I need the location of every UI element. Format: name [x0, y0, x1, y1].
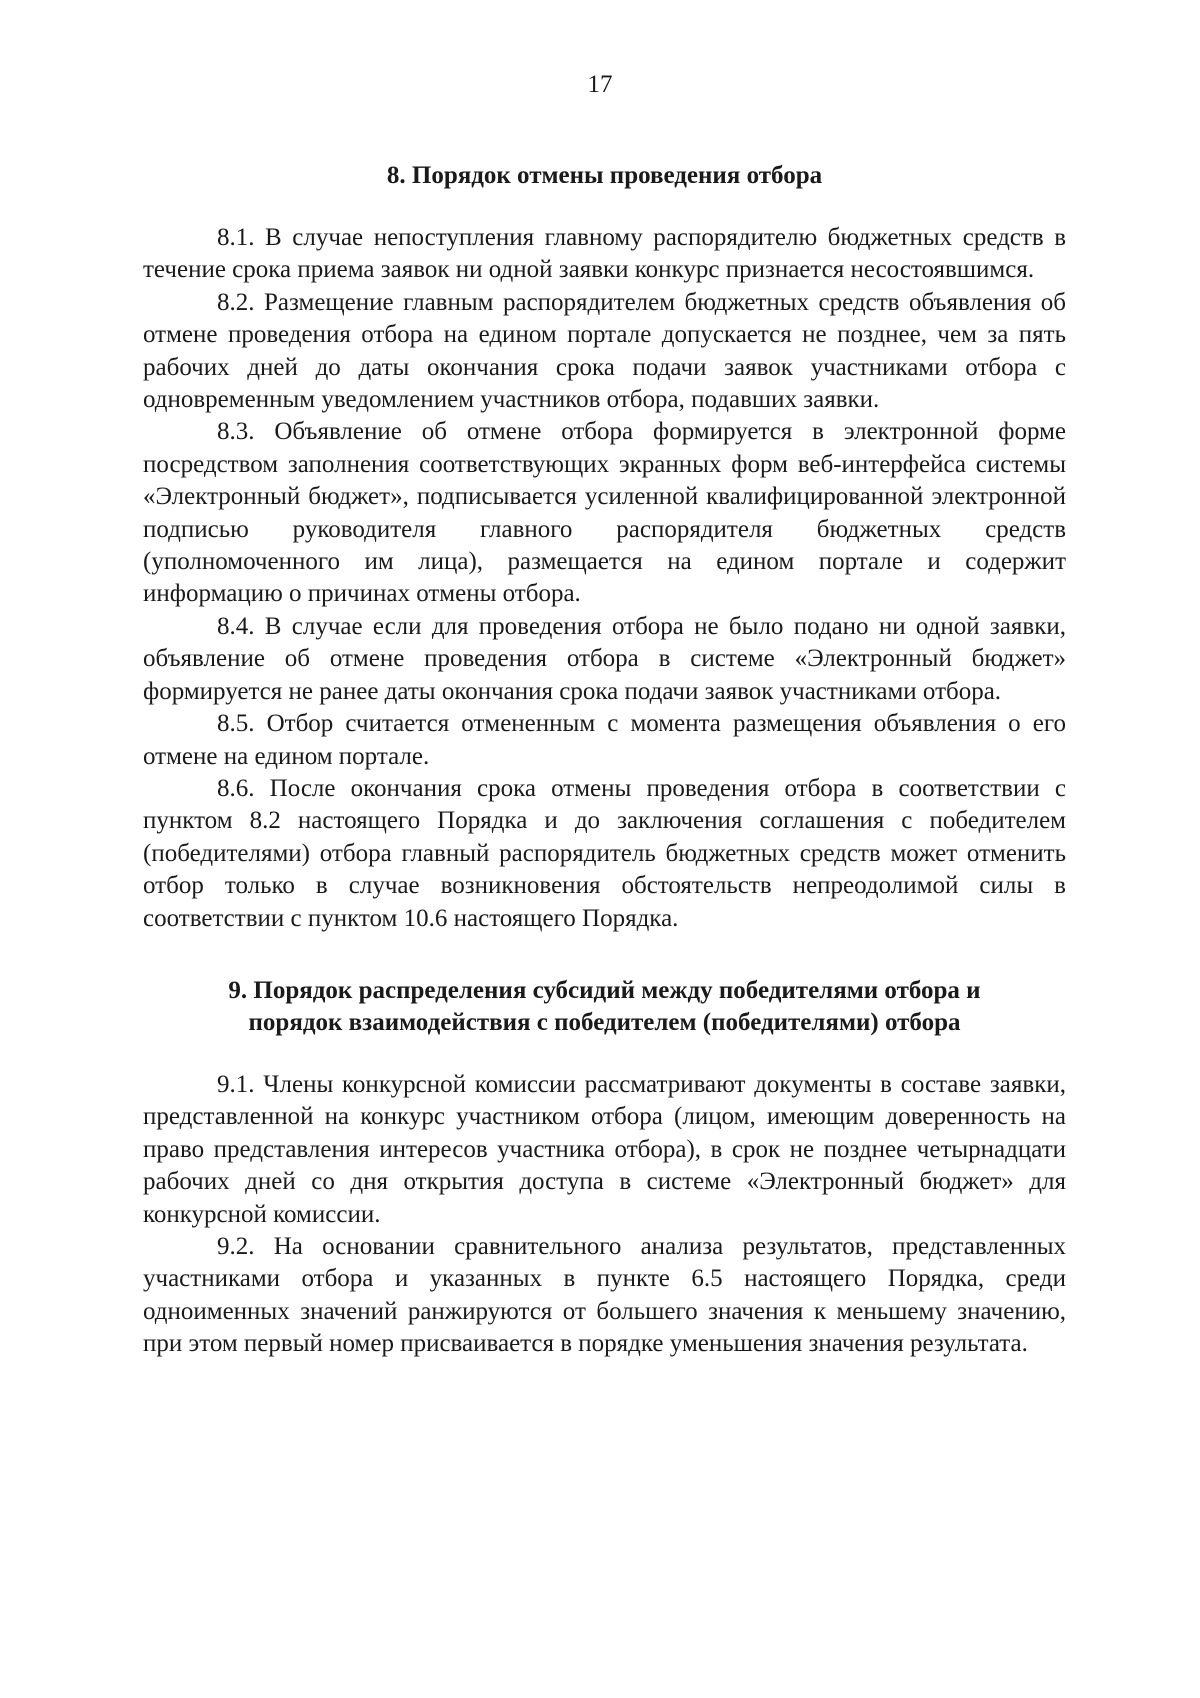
section-9-heading	[143, 975, 1066, 1039]
page-number: 17	[587, 71, 613, 98]
paragraph-8-2: 8.2. Размещение главным распорядителем бюджетных средств объявления об отмене проведения отбора на едином портале допускается не позднее, чем за пять рабочих дней до даты окончания срока подачи заявок участниками отбора с одновременным уведомлением участников отбора, подавших заявки.	[143, 288, 1066, 414]
paragraph-9-2: 9.2. На основании сравнительного анализа результатов, представленных участниками отбора и указанных в пункте 6.5 настоящего Порядка, среди одноименных значений ранжируются от большего значения к меньшему значению, при этом первый номер присваивается в порядке уменьшения значения результата.	[143, 1232, 1066, 1358]
paragraph-8-3: 8.3. Объявление об отмене отбора формируется в электронной форме посредством заполнения соответствующих экранных форм веб-интерфейса системы «Электронный бюджет», подписывается усиленной квалифицированной электронной подписью руководителя главного распорядителя бюджетных средств (уполномоченного им лица), размещается на едином портале и содержит информацию о причинах отмены отбора.	[143, 418, 1066, 608]
section-9-heading-line-2: порядок взаимодействия с победителем (победителями) отбора	[248, 1008, 961, 1036]
paragraph-8-6: 8.6. После окончания срока отмены проведения отбора в соответствии с пунктом 8.2 настоящего Порядка и до заключения соглашения с победителем (победителями) отбора главный распорядитель бюджетных средств может отменить отбор только в случае возникновения обстоятельств непреодолимой силы в соответствии с пунктом 10.6 настоящего Порядка.	[143, 774, 1066, 932]
paragraph-8-4: 8.4. В случае если для проведения отбора не было подано ни одной заявки, объявление об отмене проведения отбора в системе «Электронный бюджет» формируется не ранее даты окончания срока подачи заявок участниками отбора.	[143, 612, 1066, 705]
section-9	[143, 975, 1066, 1361]
section-8-heading: 8. Порядок отмены проведения отбора	[386, 162, 823, 189]
section-8	[143, 160, 1066, 935]
document-body	[143, 160, 1066, 1361]
section-9-heading-line-1: 9. Порядок распределения субсидий между победителями отбора и	[228, 976, 981, 1004]
paragraph-8-1: 8.1. В случае непоступления главному распорядителю бюджетных средств в течение срока приема заявок ни одной заявки конкурс признается несостоявшимся.	[143, 224, 1066, 284]
paragraph-9-1: 9.1. Члены конкурсной комиссии рассматривают документы в составе заявки, представленной на конкурс участником отбора (лицом, имеющим доверенность на право представления интересов участника отбора), в срок не позднее четырнадцати рабочих дней со дня открытия доступа в системе «Электронный бюджет» для конкурсной комиссии.	[143, 1070, 1066, 1228]
paragraph-8-5: 8.5. Отбор считается отмененным с момента размещения объявления о его отмене на едином портале.	[143, 710, 1066, 770]
